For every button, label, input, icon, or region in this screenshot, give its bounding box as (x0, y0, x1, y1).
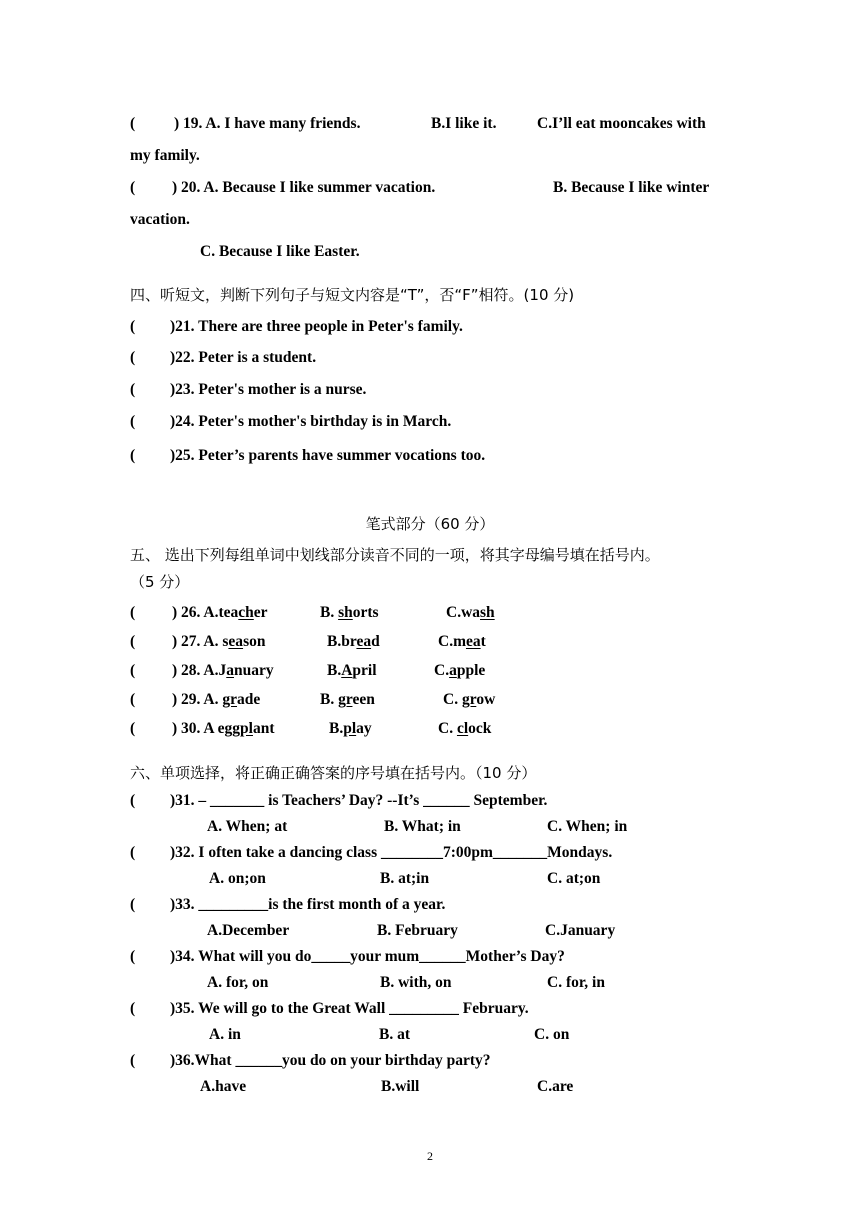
tf-item-text: )23. Peter's mother is a nurse. (170, 381, 367, 398)
tf-item-text: )21. There are three people in Peter's family. (170, 318, 463, 335)
word-part: orts (352, 604, 379, 621)
phonics-option-b (320, 603, 379, 623)
phonics-option-b (320, 690, 375, 710)
word-part: ant (252, 720, 275, 737)
written-part-title: 笔式部分（60 分） (365, 515, 495, 533)
q19-paren: ( (130, 115, 136, 132)
phonics-option-b (327, 661, 377, 681)
underlined-letters: gr (222, 691, 238, 708)
tf-item-text: )24. Peter's mother's birthday is in March. (170, 413, 452, 430)
mc-option-b: B. with, on (380, 974, 452, 991)
mc-item-paren: ( (130, 1000, 136, 1017)
underlined-letters: ea (228, 633, 244, 650)
word-part: B. (329, 720, 344, 737)
phonics-option-a (172, 719, 275, 739)
phonics-option-a (172, 603, 268, 623)
q19-option-b: B.I like it. (431, 115, 497, 132)
mc-item-paren: ( (130, 1052, 136, 1069)
tf-item-text: )22. Peter is a student. (170, 349, 317, 366)
phonics-item-paren: ( (130, 720, 136, 737)
underlined-letters: sh (338, 604, 353, 621)
mc-item-paren: ( (130, 792, 136, 809)
mc-question: )35. We will go to the Great Wall _________ February. (170, 1000, 529, 1017)
section4-title: 四、听短文，判断下列句子与短文内容是“T”，否“F”相符。(10 分) (130, 286, 575, 304)
q19-option-a: ) 19. A. I have many friends. (174, 115, 361, 132)
phonics-option-a (172, 661, 274, 681)
phonics-option-c (443, 690, 495, 710)
phonics-option-a (172, 632, 265, 652)
phonics-option-b (329, 719, 372, 739)
word-part: C. (438, 720, 457, 737)
phonics-item-paren: ( (130, 691, 136, 708)
underlined-letters: a (449, 662, 457, 679)
word-part: er (253, 604, 268, 621)
word-part: ) 28. A.J (172, 662, 227, 679)
tf-item-paren: ( (130, 413, 136, 430)
q20-continuation: vacation. (130, 211, 190, 228)
word-part: B.br (327, 633, 357, 650)
underlined-letters: sh (480, 604, 495, 621)
q20-option-b: B. Because I like winter (553, 179, 710, 196)
word-part: ) 26. A.tea (172, 604, 239, 621)
section6-title: 六、单项选择，将正确正确答案的序号填在括号内。（10 分） (130, 764, 537, 782)
q20-option-c: C. Because I like Easter. (200, 243, 360, 260)
mc-option-c: C.are (537, 1078, 574, 1095)
phonics-item-paren: ( (130, 604, 136, 621)
mc-option-b: B. February (377, 922, 458, 939)
word-part: ow (476, 691, 496, 708)
section5-title: 五、 选出下列每组单词中划线部分读音不同的一项，将其字母编号填在括号内。 (130, 546, 660, 564)
phonics-option-c (438, 719, 491, 739)
phonics-option-a (172, 690, 260, 710)
mc-question: )31. – _______ is Teachers’ Day? --It’s ______ September. (170, 792, 548, 809)
underlined-letters: a (226, 662, 234, 679)
underlined-letters: ch (238, 604, 254, 621)
mc-option-b: B. What; in (384, 818, 461, 835)
mc-option-b: B. at;in (380, 870, 430, 887)
mc-option-a: A.have (200, 1078, 247, 1095)
word-part: ock (468, 720, 492, 737)
tf-item-paren: ( (130, 349, 136, 366)
mc-option-c: C. for, in (547, 974, 605, 991)
word-part: C. (443, 691, 462, 708)
mc-question: )33. _________is the first month of a year. (170, 896, 446, 913)
word-part: ) 30. A egg (172, 720, 241, 737)
mc-option-b: B. at (379, 1026, 410, 1043)
word-part: C.wa (446, 604, 481, 621)
word-part: B. (327, 662, 342, 679)
word-part: d (371, 633, 380, 650)
q20-paren: ( (130, 179, 136, 196)
underlined-letters: gr (461, 691, 477, 708)
mc-item-paren: ( (130, 896, 136, 913)
mc-option-c: C. When; in (547, 818, 628, 835)
mc-question: )34. What will you do_____your mum______Mother’s Day? (170, 948, 565, 965)
underlined-letters: ea (356, 633, 372, 650)
word-part: son (243, 633, 266, 650)
section5-score: （5 分） (130, 573, 190, 591)
word-part: C. (434, 662, 450, 679)
tf-item-paren: ( (130, 381, 136, 398)
mc-option-a: A. in (209, 1026, 241, 1043)
phonics-option-c (434, 661, 485, 681)
word-part: B. (320, 604, 339, 621)
mc-option-c: C. on (534, 1026, 570, 1043)
word-part: ) 29. A. (172, 691, 223, 708)
page-number: 2 (427, 1149, 433, 1163)
word-part: pple (456, 662, 486, 679)
mc-option-a: A. on;on (209, 870, 266, 887)
q19-option-c: C.I’ll eat mooncakes with (537, 115, 706, 132)
underlined-letters: pl (343, 720, 357, 737)
tf-item-paren: ( (130, 447, 136, 464)
mc-option-c: C. at;on (547, 870, 601, 887)
mc-option-c: C.January (545, 922, 616, 939)
word-part: B. (320, 691, 339, 708)
mc-option-a: A. for, on (207, 974, 269, 991)
mc-item-paren: ( (130, 844, 136, 861)
mc-option-b: B.will (381, 1078, 420, 1095)
word-part: ay (356, 720, 372, 737)
phonics-item-paren: ( (130, 662, 136, 679)
mc-option-a: A.December (207, 922, 290, 939)
underlined-letters: A (341, 662, 353, 679)
q19-continuation: my family. (130, 147, 200, 164)
phonics-item-paren: ( (130, 633, 136, 650)
word-part: pril (352, 662, 377, 679)
word-part: ade (237, 691, 261, 708)
word-part: een (352, 691, 375, 708)
tf-item-text: )25. Peter’s parents have summer vocations too. (170, 447, 486, 464)
mc-question: )32. I often take a dancing class ________7:00pm_______Mondays. (170, 844, 613, 861)
mc-question: )36.What ______you do on your birthday party? (170, 1052, 491, 1069)
tf-item-paren: ( (130, 318, 136, 335)
word-part: C.m (438, 633, 466, 650)
word-part: t (480, 633, 486, 650)
underlined-letters: ea (465, 633, 481, 650)
q20-option-a: ) 20. A. Because I like summer vacation. (172, 179, 436, 196)
underlined-letters: gr (338, 691, 353, 708)
underlined-letters: cl (456, 720, 469, 737)
mc-option-a: A. When; at (207, 818, 288, 835)
phonics-option-c (438, 632, 486, 652)
phonics-option-b (327, 632, 380, 652)
underlined-letters: pl (240, 720, 253, 737)
phonics-option-c (446, 603, 495, 623)
mc-item-paren: ( (130, 948, 136, 965)
word-part: nuary (234, 662, 274, 679)
word-part: ) 27. A. s (172, 633, 229, 650)
